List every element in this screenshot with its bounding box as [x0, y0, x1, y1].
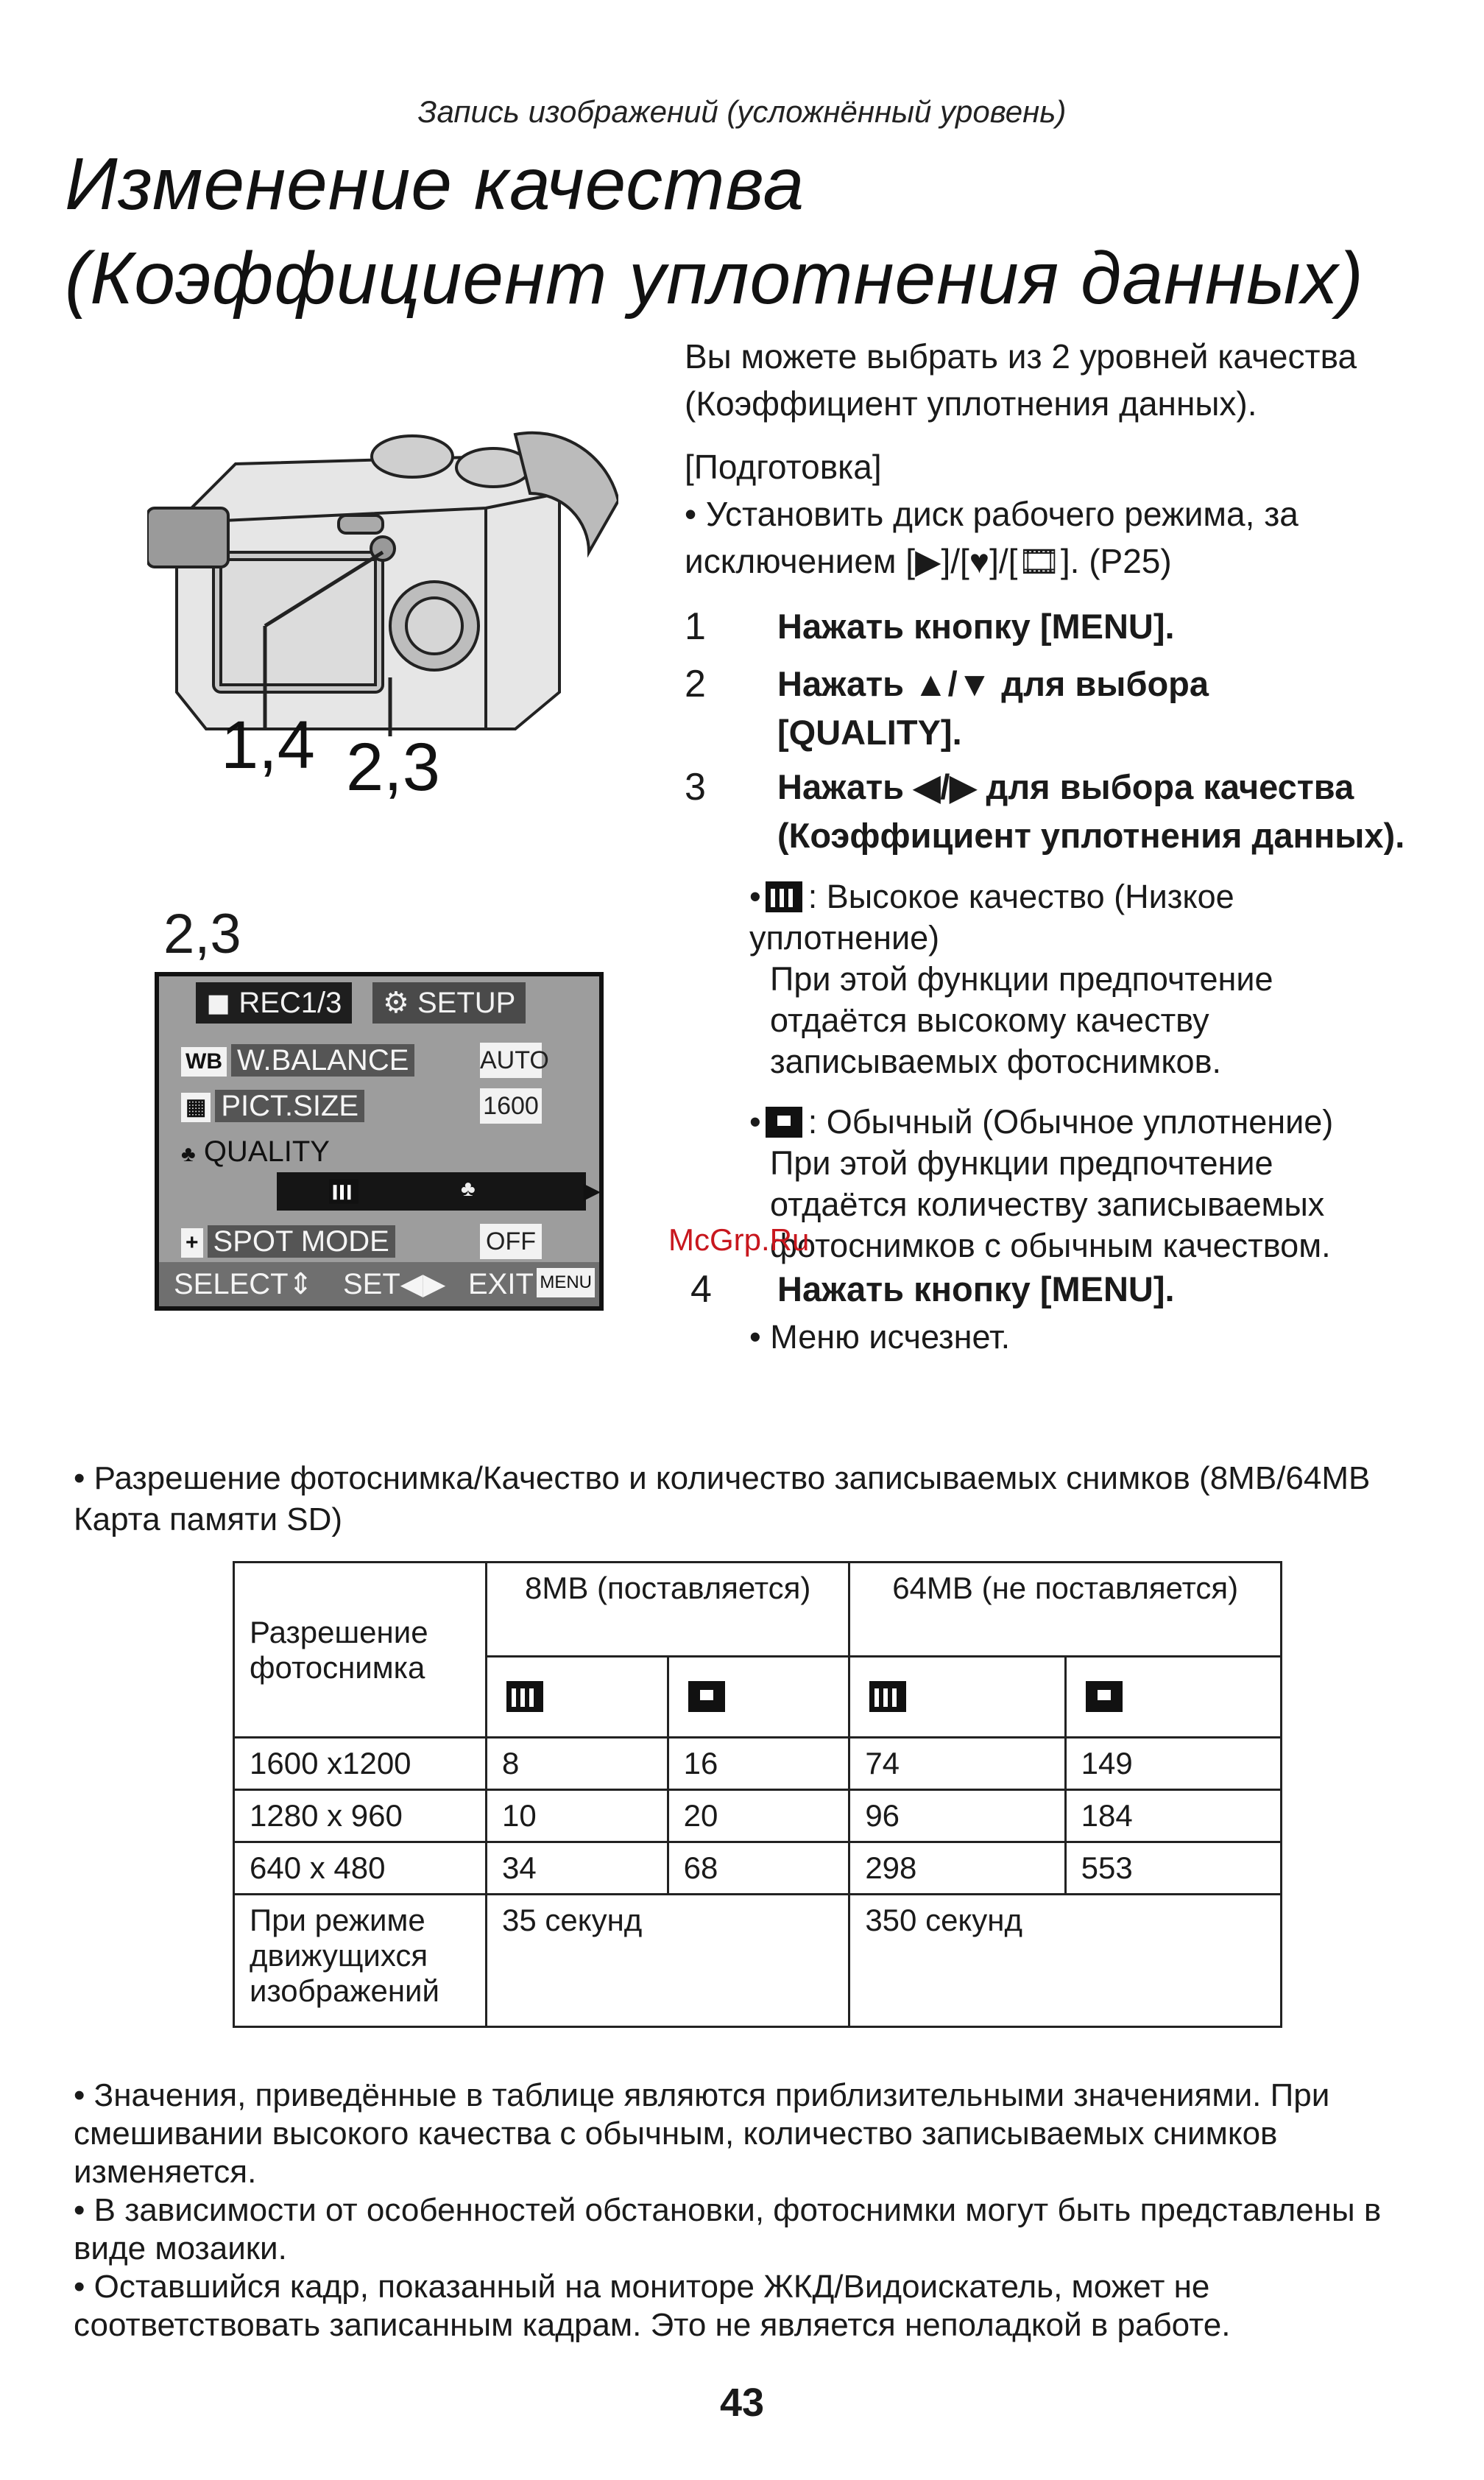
motion-64mb: 350 секунд [849, 1895, 1282, 2027]
spotmode-value: OFF [480, 1224, 542, 1259]
quality-option-standard: • : Обычный (Обычное уплотнение) При этой функции предпочтение отдаётся количеству записываемых фотоснимков с обычным качеством. [749, 1102, 1397, 1267]
preparation-bullet: • Установить диск рабочего режима, за исключением [▶]/[♥]/[🎞]. (P25) [685, 495, 1298, 580]
step-text: Нажать кнопку [MENU]. [777, 1269, 1175, 1308]
step-number: 3 [685, 766, 706, 809]
standard-quality-icon: ♣ [461, 1177, 476, 1201]
step-3 [685, 763, 1465, 866]
lcd-bottom-bar: SELECT⇕ SET◀▶ EXIT MENU [159, 1262, 599, 1306]
menu-row-quality: ♣ QUALITY [181, 1135, 330, 1168]
quality-selection-bar [277, 1172, 601, 1211]
step-number: 2 [685, 663, 706, 705]
page-title-line1: Изменение качества [65, 143, 805, 225]
step-number: 4 [690, 1268, 712, 1311]
table-row: 640 x 480 34 68 298 553 [234, 1842, 1282, 1895]
page-title-line2: (Коэффициент уплотнения данных) [65, 237, 1364, 320]
step-4 [685, 1265, 1465, 1317]
table-card-64mb: 64MB (не поставляется) [849, 1563, 1282, 1657]
notes [74, 2076, 1458, 2345]
menu-row-wbalance: WB W.BALANCE [181, 1041, 414, 1079]
motion-8mb: 35 секунд [487, 1895, 849, 2027]
preparation-label: [Подготовка] [685, 448, 882, 486]
note-item: • Оставшийся кадр, показанный на мониторе ЖКД/Видоискатель, может не соответствовать записанным кадрам. Это не является неполадкой в работе. [74, 2269, 1231, 2343]
lcd-menu-screen [155, 972, 604, 1311]
quality-option-fine: • : Высокое качество (Низкое уплотнение) При этой функции предпочтение отдаётся высокому качеству записываемых фотоснимков. [749, 876, 1397, 1082]
table-row: 1600 x1200 8 16 74 149 [234, 1738, 1282, 1790]
menu-row-spotmode: + SPOT MODE [181, 1222, 395, 1261]
quality-option-desc: При этой функции предпочтение отдаётся высокому качеству записываемых фотоснимков. [770, 960, 1273, 1080]
fine-quality-icon [766, 881, 802, 912]
step-number: 1 [685, 605, 706, 648]
note-item: • Значения, приведённые в таблице являются приблизительными значениями. При смешивании высокого качества с обычным, количество записываемых снимков изменяется. [74, 2077, 1330, 2190]
menu-row-pictsize: ▦ PICT.SIZE [181, 1087, 364, 1125]
tab-rec: ◼ REC1/3 [196, 982, 352, 1024]
pictsize-value: 1600 [480, 1088, 542, 1124]
note-item: • В зависимости от особенностей обстановки, фотоснимки могут быть представлены в виде мозаики. [74, 2192, 1382, 2266]
capacity-table [233, 1561, 1282, 2028]
table-row-motion [234, 1895, 1282, 2027]
right-arrow-icon: ▶ [583, 1179, 601, 1203]
page-number: 43 [719, 2381, 765, 2425]
preparation [685, 443, 1450, 585]
lcd-step-label: 2,3 [163, 903, 241, 965]
section-header: Запись изображений (усложнённый уровень) [417, 94, 1067, 129]
table-card-8mb: 8MB (поставляется) [487, 1563, 849, 1657]
intro-text: Вы можете выбрать из 2 уровней качества (Коэффициент уплотнения данных). [685, 337, 1357, 423]
step-text: Нажать кнопку [MENU]. [777, 607, 1175, 646]
table-intro: • Разрешение фотоснимка/Качество и количество записываемых снимков (8MB/64MB Карта памяти SD) [74, 1460, 1371, 1537]
callout-1-4: 1,4 [221, 708, 315, 783]
callout-2-3: 2,3 [346, 730, 440, 805]
motion-label: При режиме движущихся изображений [234, 1895, 487, 2027]
quality-option-lead: : Высокое качество (Низкое уплотнение) [749, 878, 1234, 957]
step-text: Нажать ▲/▼ для выбора [QUALITY]. [777, 664, 1209, 752]
fine-quality-icon [869, 1681, 906, 1712]
quality-option-desc: При этой функции предпочтение отдаётся количеству записываемых фотоснимков с обычным качеством. [770, 1144, 1331, 1264]
step-1 [685, 602, 1465, 654]
step-4-bullet: • Меню исчезнет. [749, 1318, 1011, 1356]
table-col-header: Разрешение фотоснимка [234, 1563, 487, 1738]
watermark: McGrp.Ru [668, 1222, 810, 1257]
step-text: Нажать ◀/▶ для выбора качества (Коэффициент уплотнения данных). [777, 767, 1405, 855]
fine-quality-icon [506, 1681, 543, 1712]
standard-quality-icon [766, 1107, 802, 1138]
fine-quality-icon [329, 1179, 358, 1204]
table-row: 1280 x 960 10 20 96 184 [234, 1790, 1282, 1842]
tab-setup: ⚙ SETUP [372, 982, 526, 1024]
step-2 [685, 660, 1465, 763]
quality-option-lead: : Обычный (Обычное уплотнение) [808, 1103, 1334, 1141]
wbalance-value: AUTO [480, 1043, 542, 1078]
standard-quality-icon [1086, 1681, 1123, 1712]
standard-quality-icon [688, 1681, 725, 1712]
